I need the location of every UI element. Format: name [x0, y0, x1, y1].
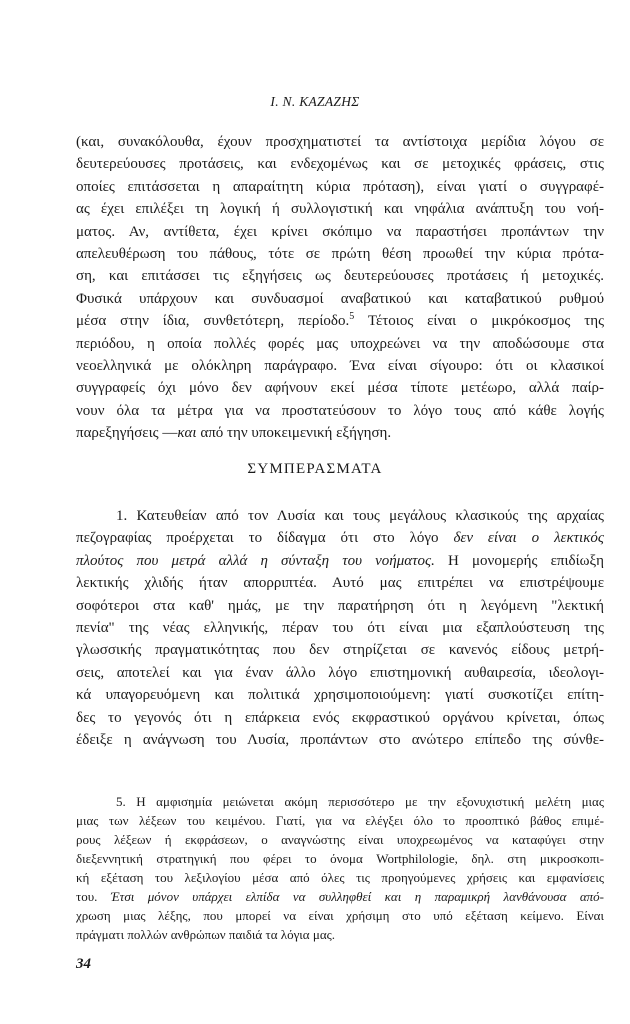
text-line: διεξεννητική στρατηγική που φέρει το όνομα Wortphilologie, δηλ. στη μικροσκοπι- — [76, 851, 604, 866]
page-number: 34 — [76, 956, 91, 972]
text-line: έδειξε η ανάγνωση του Λυσία, προπάντων στο ανώτερο επίπεδο της σύνθε- — [76, 731, 604, 748]
text-line: δευτερεύουσες προτάσεις, και ενδεχομένως και σε μετοχικές φράσεις, στις — [76, 156, 604, 173]
text-line: νεοελληνικά με ολόκληρη παράγραφο. Ένα είναι σίγουρο: ότι οι κλασικοί — [76, 357, 604, 374]
italic-run: δεν είναι ο λεκτικός — [453, 530, 604, 547]
text-line: σεις, αποτελεί και για έναν άλλο λόγο επιστημονική αυθαιρεσία, ιδεολογι- — [76, 664, 604, 681]
text-line: συγγραφείς όχι μόνο δεν αφήνουν εκεί μέσα τίποτε μετέωρο, αλλά παίρ- — [76, 380, 604, 397]
footnote — [76, 792, 604, 944]
text-line: 5. Η αμφισημία μειώνεται ακόμη περισσότερο με την εξονυχιστική μελέτη μιας — [116, 794, 604, 809]
text-line — [76, 550, 604, 572]
text-run: παρεξηγήσεις — — [76, 425, 178, 442]
text-line: νουν όλα τα μέτρα για να προστατεύσουν το λόγο τους από κάθε λογής — [76, 402, 604, 419]
text-run: Η μονομερής επιδίωξη — [434, 552, 605, 569]
text-line — [76, 422, 604, 444]
text-line: ση, και επιτάσσει τις εξηγήσεις ως δευτερεύουσες προτάσεις ή μετοχικές. — [76, 268, 604, 285]
italic-run: και — [177, 425, 197, 442]
section-title: ΣΥΜΠΕΡΑΣΜΑΤΑ — [247, 461, 383, 477]
text-line: σοφότεροι στα καθ' ημάς, με την παρατήρηση ότι η λεγόμενη "λεκτική — [76, 597, 604, 614]
text-line: οποίες επιτάσσεται η απαραίτητη κύρια πρόταση), είναι γιατί ο συγγραφέ- — [76, 178, 604, 195]
text-run: χρωση μιας λέξης, που μπορεί να είναι χρήσιμη στο υπό εξέταση κείμενο. Είναι — [76, 908, 604, 923]
text-run: μέσα στην ίδια, συνθετότερη, περίοδο. — [76, 313, 350, 330]
paragraph-conclusions — [76, 505, 604, 751]
text-run: του. — [76, 889, 111, 904]
text-line: κά υπαγορευόμενη και πολιτικά χρησιμοποιούμενη: γιατί συσκοτίζει επίτη- — [76, 687, 604, 704]
text-line — [76, 527, 604, 549]
text-run: πεζογραφίας προέρχεται το δίδαγμα ότι στο λόγο — [76, 530, 454, 547]
text-line: ας έχει επιλέξει τη λογική ή συλλογιστική και νηφάλια ανάπτυξη του νοή- — [76, 201, 604, 218]
text-line: λεκτικής χλιδής ήταν απορριπτέα. Αυτό μας επιτρέπει να επιστρέψουμε — [76, 575, 604, 592]
text-line: ρους λέξεων ή εκφράσεων, ο αναγνώστης είναι υποχρεωμένος να καταφύγει στην — [76, 832, 604, 847]
text-line: πράγματι πολλών ανθρώπων παιδιά τα λόγια μας. — [76, 927, 336, 942]
text-line: ματος. Αν, αντίθετα, έχει κρίνει σκόπιμο να παραστήσει προπάντων την — [76, 223, 604, 240]
text-run: από την υποκειμενική εξήγηση. — [196, 425, 392, 442]
footnote-ref[interactable]: 5 — [349, 311, 355, 323]
text-line: Φυσικά υπάρχουν και συνδυασμοί αναβατικού και καταβατικού ρυθμού — [76, 290, 604, 307]
text-line: περιόδου, η οποία πολλές φορές μας υποχρεώνει να την αποδώσουμε στα — [76, 335, 604, 352]
text-line — [76, 887, 604, 906]
paragraph-continuation — [76, 131, 604, 444]
running-head: I. N. ΚΑΖΑΖΗΣ — [270, 94, 360, 109]
italic-run: Έτσι μόνον υπάρχει ελπίδα να συλληφθεί και η παραμικρή λανθάνουσα από- — [110, 889, 605, 904]
text-line — [76, 906, 604, 925]
text-line: (και, συνακόλουθα, έχουν προσχηματιστεί τα αντίστοιχα μερίδια λόγου σε — [76, 134, 604, 150]
text-line: 1. Κατευθείαν από τον Λυσία και τους μεγάλους κλασικούς της αρχαίας — [116, 508, 604, 524]
text-line: γλωσσικής πραγματικότητας που δεν στηρίζεται σε κανενός είδους μετρή- — [76, 642, 604, 659]
italic-run: πλούτος που μετρά αλλά η σύνταξη του νοήματος. — [76, 552, 435, 569]
text-line — [76, 310, 604, 332]
text-line: δες το γεγονός ότι η επάρκεια ενός εκφραστικού οργάνου κρίνεται, όπως — [76, 709, 604, 726]
text-line: μιας των λέξεων του κειμένου. Γιατί, για να ελέγξει όλο το προοπτικό βάθος επιμέ- — [76, 813, 604, 828]
text-run: Τέτοιος είναι ο μικρόκοσμος της — [354, 313, 605, 330]
text-line: απελευθέρωση του πάθους, τότε σε πρώτη θέση προωθεί την κύρια πρότα- — [76, 245, 604, 262]
text-line: κή εξέταση του λεξιλογίου μέσα από όλες τις προηγούμενες χρήσεις και εμφανίσεις — [76, 870, 604, 885]
text-line: πενία" της νέας ελληνικής, πέραν του ότι είναι μια εξαπλούστευση της — [76, 619, 604, 636]
